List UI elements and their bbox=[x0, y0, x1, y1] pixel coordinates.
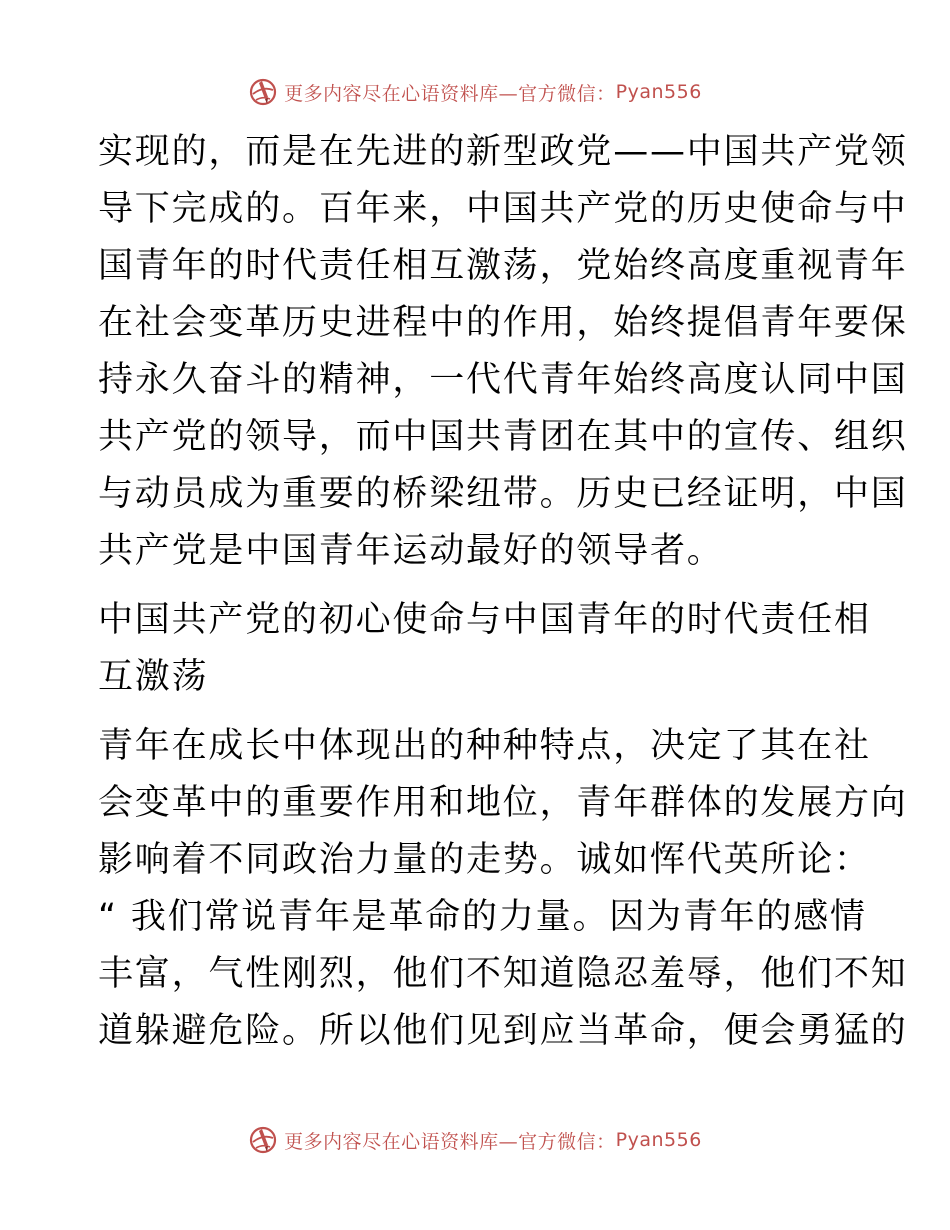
text-line: 实现的，而是在先进的新型政党——中国共产党领 bbox=[98, 132, 908, 172]
text-line: “ 我们常说青年是革命的力量。因为青年的感情 bbox=[98, 897, 867, 937]
text-line: 国青年的时代责任相互激荡，党始终高度重视青年 bbox=[98, 246, 908, 286]
globe-pen-logo-icon bbox=[248, 1125, 278, 1155]
header-watermark bbox=[0, 72, 950, 112]
footer-watermark-id: Pyan556 bbox=[615, 1129, 702, 1151]
text-line: 青年在成长中体现出的种种特点，决定了其在社 bbox=[98, 726, 871, 766]
header-watermark-id: Pyan556 bbox=[615, 81, 702, 103]
header-watermark-text: 更多内容尽在心语资料库—官方微信： bbox=[284, 82, 616, 105]
text-line: 互激荡 bbox=[98, 657, 209, 697]
text-line: 共产党的领导，而中国共青团在其中的宣传、组织 bbox=[98, 417, 908, 457]
text-line: 中国共产党的初心使命与中国青年的时代责任相 bbox=[98, 600, 871, 640]
paragraph-1 bbox=[98, 124, 908, 580]
footer-watermark bbox=[0, 1120, 950, 1160]
text-line: 影响着不同政治力量的走势。诚如恽代英所论： bbox=[98, 840, 871, 880]
text-line: 与动员成为重要的桥梁纽带。历史已经证明，中国 bbox=[98, 474, 908, 514]
document-body bbox=[98, 124, 908, 1060]
text-line: 共产党是中国青年运动最好的领导者。 bbox=[98, 531, 724, 571]
globe-pen-logo-icon bbox=[248, 77, 278, 107]
paragraph-2 bbox=[98, 718, 908, 1060]
text-line: 会变革中的重要作用和地位，青年群体的发展方向 bbox=[98, 783, 908, 823]
text-line: 道躲避危险。所以他们见到应当革命，便会勇猛的 bbox=[98, 1011, 908, 1051]
text-line: 持永久奋斗的精神，一代代青年始终高度认同中国 bbox=[98, 360, 908, 400]
text-line: 导下完成的。百年来，中国共产党的历史使命与中 bbox=[98, 189, 908, 229]
text-line: 在社会变革历史进程中的作用，始终提倡青年要保 bbox=[98, 303, 908, 343]
section-heading bbox=[98, 592, 871, 706]
text-line: 丰富，气性刚烈，他们不知道隐忍羞辱，他们不知 bbox=[98, 954, 908, 994]
footer-watermark-text: 更多内容尽在心语资料库—官方微信： bbox=[284, 1130, 616, 1153]
